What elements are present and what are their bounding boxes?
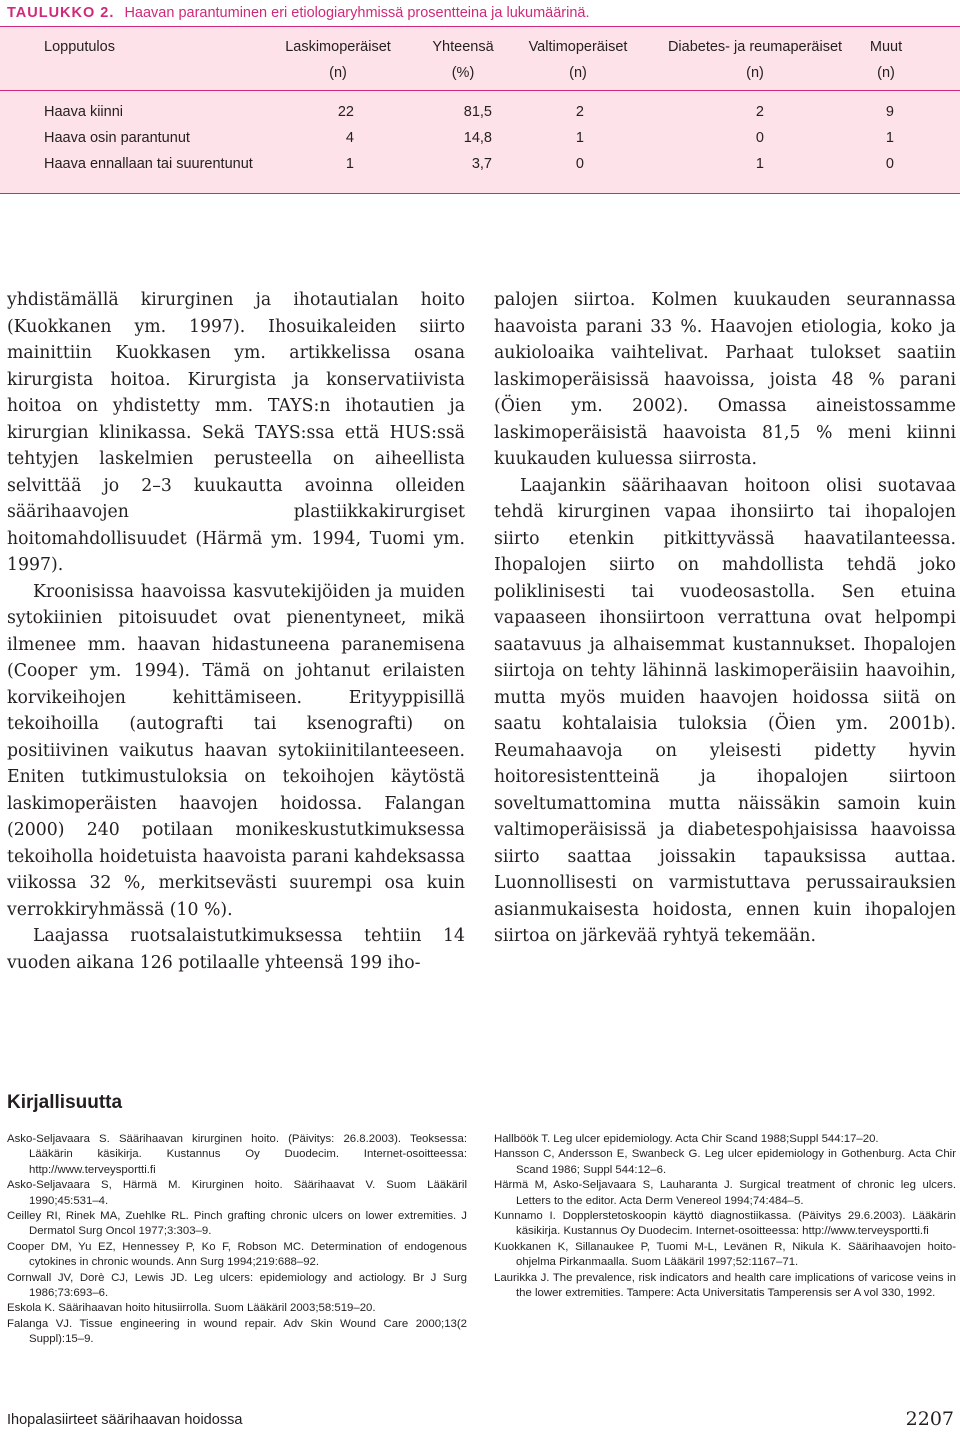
table-caption	[0, 0, 960, 26]
references-column-right	[494, 1132, 956, 1301]
references-title: Kirjallisuutta	[7, 1092, 123, 1113]
table-band	[0, 26, 960, 194]
running-title: Ihopalasiirteet säärihaavan hoidossa	[7, 1412, 243, 1428]
references-column-left	[7, 1132, 467, 1348]
table-row-2-yhteensa: 14,8	[463, 130, 492, 146]
body-column-left	[7, 287, 465, 976]
header-muut-label: Muut	[869, 39, 903, 55]
table-row-1-muut: 9	[885, 104, 894, 120]
reference-item: Hallböök T. Leg ulcer epidemiology. Acta Chir Scand 1988;Suppl 544:17–20.	[494, 1133, 879, 1145]
header-lopputulos-label: Lopputulos	[44, 39, 115, 55]
table-rule-header	[0, 90, 960, 91]
header-yhteensa-label: Yhteensä	[432, 39, 494, 55]
table-rule-bottom	[0, 193, 960, 194]
body-paragraph: yhdistämällä kirurginen ja ihotautialan hoito (Kuokkanen ym. 1997). Ihosuikaleiden siirto mainittiin Kuokkasen ym. artikkelissa osana kirurgista hoitoa. Kirurgista ja konservatiivista hoitoa on yhdistetty mm. TAYS:n ihotautien ja kirurgian klinikassa. Sekä TAYS:ssa että HUS:ssä tehtyjen laskelmien perusteella on aiheellista selvittää jo 2–3 kuukautta avoinna olleiden säärihaavojen plastiikkakirurgiset hoitomahdollisuudet (Härmä ym. 1994, Tuomi ym. 1997).	[7, 290, 465, 575]
table-row-1-valtimo: 2	[575, 104, 584, 120]
header-valtimoperaiset-unit: (n)	[569, 65, 587, 81]
header-muut-unit: (n)	[877, 65, 895, 81]
header-yhteensa-unit: (%)	[451, 65, 475, 81]
header-laskimoperaiset-unit: (n)	[329, 65, 347, 81]
body-paragraph: Laajankin säärihaavan hoitoon olisi suotavaa tehdä kirurginen vapaa ihonsiirto tai ihopalojen siirto etenkin pitkittyvässä haavatilanteessa. Ihopalojen siirto on mahdollista tehdä joko poliklinisesti tai vuodeosastolla. Sen etuina vapaaseen ihonsiirtoon verrattuna ovat helpompi saatavuus ja alhaisemmat kustannukset. Ihopalojen siirtoja on tehty lähinnä laskimoperäisiin haavoihin, mutta myös muiden haavojen hoidossa siitä on saatu kohtalaisia tuloksia (Öien ym. 2001b). Reumahaavoja on yleisesti pidetty hyvin hoitoresistentteinä ja ihopalojen siirtoon soveltumattomina mutta näissäkin samoin kuin valtimoperäisissä ja diabetespohjaisissa haavoissa siirto saattaa joissakin tapauksissa auttaa. Luonnollisesti on varmistuttava perussairauksien asianmukaisesta hoidosta, ennen kuin ihopalojen siirtoa on järkevää ryhtyä tekemään.	[494, 475, 956, 946]
table-row-1-yhteensa: 81,5	[463, 104, 492, 120]
header-diabetes-reuma	[650, 34, 860, 86]
table-row-2-muut: 1	[885, 130, 894, 146]
table-rule-top	[0, 26, 960, 27]
page-number: 2207	[905, 1408, 954, 1430]
table-row-1-diabetes: 2	[755, 104, 764, 120]
body-column-right	[494, 287, 956, 950]
table-row-3-muut: 0	[885, 156, 894, 172]
reference-item: Cornwall JV, Dorè CJ, Lewis JD. Leg ulcers: epidemiology and actiology. Br J Surg 1986;73:693–6.	[7, 1271, 467, 1300]
table-row-3-yhteensa: 3,7	[471, 156, 492, 172]
reference-item: Härmä M, Asko-Seljavaara S, Lauharanta J. Surgical treatment of chronic leg ulcers. Letters to the editor. Acta Derm Venereol 1994;74:484–5.	[494, 1179, 956, 1207]
header-diabetes-reuma-unit: (n)	[746, 65, 764, 81]
table-row-2-diabetes: 0	[755, 130, 764, 146]
reference-item: Eskola K. Säärihaavan hoito hitusiirrolla. Suom Lääkäril 2003;58:519–20.	[7, 1302, 376, 1315]
header-valtimoperaiset-label: Valtimoperäiset	[528, 39, 628, 55]
reference-item: Falanga VJ. Tissue engineering in wound repair. Adv Skin Wound Care 2000;13(2 Suppl):15–9.	[7, 1317, 467, 1346]
table-row-3-valtimo: 0	[575, 156, 584, 172]
table-row-1-label: Haava kiinni	[44, 104, 123, 120]
body-paragraph: Laajassa ruotsalaistutkimuksessa tehtiin 14 vuoden aikana 126 potilaalle yhteensä 199 iho-	[7, 926, 465, 973]
reference-item: Ceilley RI, Rinek MA, Zuehlke RL. Pinch grafting chronic ulcers on lower extremities. J Dermatol Surg Oncol 1977;3:303–9.	[7, 1210, 467, 1238]
table-row-3-laskimo: 1	[345, 156, 354, 172]
reference-item: Kunnamo I. Dopplerstetoskoopin käyttö diagnostiikassa. (Päivitys 29.6.2003). Lääkärin käsikirja. Kustannus Oy Duodecim. Internet-osoitteessa: http://www.terveysportti.fi	[494, 1210, 956, 1238]
table-row-3-diabetes: 1	[755, 156, 764, 172]
reference-item: Cooper DM, Yu EZ, Hennessey P, Ko F, Robson MC. Determination of endogenous cytokines in chronic wounds. Ann Surg 1994;219:688–92.	[7, 1240, 467, 1269]
table-row-3-label: Haava ennallaan tai suurentunut	[44, 156, 253, 172]
body-paragraph: palojen siirtoa. Kolmen kuukauden seurannassa haavoista parani 33 %. Haavojen etiologia, koko ja aukioloaika vaihtelivat. Parhaat tulokset saatiin laskimoperäisissä haavoissa, joista 48 % parani (Öien ym. 2002). Omassa aineistossamme laskimoperäisistä haavoista 81,5 % meni kiinni kuukauden kuluessa siirrosta.	[494, 290, 956, 469]
reference-item: Kuokkanen K, Sillanaukee P, Tuomi M-L, Levänen R, Nikula K. Säärihaavojen hoito-ohjelma Pirkanmaalla. Suom Lääkäril 1997;52:1167–71.	[494, 1240, 956, 1269]
table-row-2-laskimo: 4	[345, 130, 354, 146]
header-diabetes-reuma-label: Diabetes- ja reumaperäiset	[667, 39, 843, 55]
table-row-1-laskimo: 22	[337, 104, 354, 120]
header-laskimoperaiset-label: Laskimoperäiset	[285, 39, 391, 55]
table-caption-text: Haavan parantuminen eri etiologiaryhmissä prosentteina ja lukumäärinä.	[124, 5, 590, 21]
reference-item: Laurikka J. The prevalence, risk indicators and health care implications of varicose veins in the lower extremities. Tampere: Acta Universitatis Tamperensis ser A vol 330, 1992.	[494, 1271, 956, 1300]
reference-item: Asko-Seljavaara S. Säärihaavan kirurginen hoito. (Päivitys: 26.8.2003). Teoksessa: Lääkärin käsikirja. Kustannus Oy Duodecim. Internet-osoitteessa: http://www.terveysportti.fi	[7, 1133, 467, 1176]
table-row-2-label: Haava osin parantunut	[44, 130, 190, 146]
header-muut	[858, 34, 914, 86]
header-yhteensa	[408, 34, 518, 86]
reference-item: Hansson C, Andersson E, Swanbeck G. Leg ulcer epidemiology in Gothenburg. Acta Chir Scand 1986; Suppl 544:12–6.	[494, 1148, 956, 1176]
header-lopputulos	[44, 34, 115, 60]
table-caption-label: TAULUKKO 2.	[7, 5, 115, 21]
header-valtimoperaiset	[513, 34, 643, 86]
reference-item: Asko-Seljavaara S, Härmä M. Kirurginen hoito. Säärihaavat V. Suom Lääkäril 1990;45:531–4.	[7, 1179, 467, 1207]
table-row-2-valtimo: 1	[575, 130, 584, 146]
header-laskimoperaiset	[268, 34, 408, 86]
body-paragraph: Kroonisissa haavoissa kasvutekijöiden ja muiden sytokiinien pitoisuudet ovat pienentyneet, mikä ilmenee mm. haavan hidastuneena paranemisena (Cooper ym. 1994). Tämä on johtanut erilaisten korvikeihojen kehittämiseen. Erityyppisillä tekoihoilla (autografti tai ksenografti) on positiivinen vaikutus haavan sytokiinitilanteeseen. Eniten tutkimustuloksia on tekoihojen käytöstä laskimoperäisten haavojen hoidossa. Falangan (2000) 240 potilaan monikeskustutkimuksessa tekoiholla hoidetuista haavoista parani kahdeksassa viikossa 32 %, merkitsevästi suurempi osa kuin verrokkiryhmässä (10 %).	[7, 581, 465, 920]
